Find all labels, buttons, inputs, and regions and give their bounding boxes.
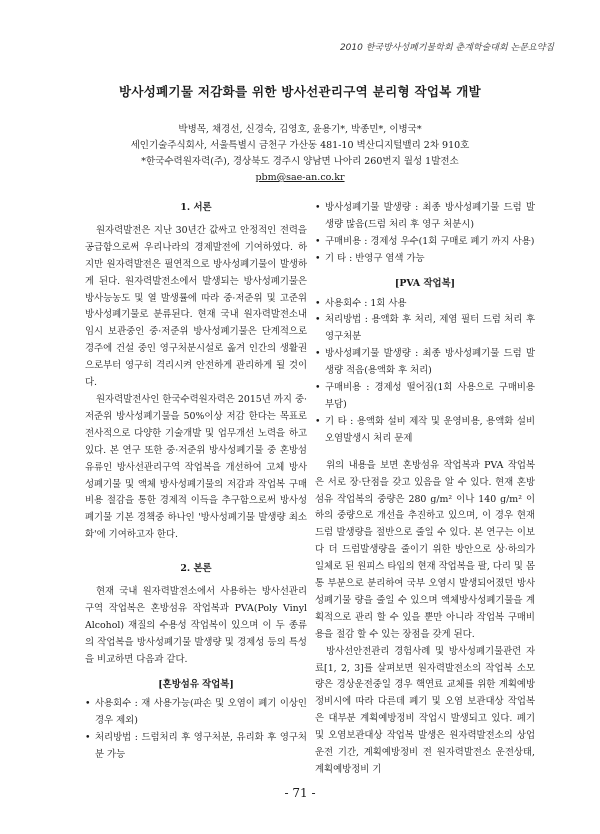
list-item: • 구매비용 : 경제성 우수(1회 구매로 폐기 까지 사용)	[315, 234, 535, 251]
list-item: • 구매비용 : 경제성 떨어짐(1회 사용으로 구매비용 부담)	[315, 380, 535, 414]
paragraph: 원자력발전사인 한국수력원자력은 2015년 까지 중·저준위 방사성폐기물을 50%이상 저감 한다는 목표로 전사적으로 다양한 기술개발 및 업무개선 노력을 하고 있다. 본 연구 또한 중·저준위 방사성폐기물 중 혼방섬유류인 방사선관리구역 작업복을 개선하여 고체 방사성폐기물 및 액체 방사성폐기물의 저감과 작업복 구매비용 절감을 통한 경제적 이득을 추구함으로써 방사성폐기물 기본 경책중 하나인 '방사성폐기물 발생량 최소화'에 기여하고자 한다.	[85, 393, 307, 541]
affiliation-1: 세인기술주식회사, 서울특별시 금천구 가산동 481-10 벽산디지털밸리 2차 910호	[130, 140, 470, 151]
author-names: 박병목, 채경선, 신경숙, 김영호, 윤용기*, 박종민*, 이병국*	[178, 124, 422, 135]
bullet-list	[315, 200, 535, 268]
list-item: • 사용회수 : 재 사용가능(파손 및 오염이 폐기 이상인 경우 제외)	[85, 696, 307, 730]
list-item: • 처리방법 : 용액화 후 처리, 제염 필터 드럼 처리 후 영구처분	[315, 312, 535, 346]
paragraph: 위의 내용을 보면 혼방섬유 작업복과 PVA 작업복은 서로 장·단점을 갖고 있음을 알 수 있다. 현재 혼방섬유 작업복의 중량은 280 g/m² 이나 140 g/m² 이하의 중량으로 개선을 추진하고 있으며, 이 경우 현재 드럼 발생량을 절반으로 줄일 수 있다. 본 연구는 이보다 더 드럼발생량을 줄이기 위한 방안으로 상·하의가 일체로 된 원피스 타입의 현재 작업복을 팔, 다리 및 몸통 부분으로 분리하여 국부 오염시 발생되어졌던 방사성폐기물 량을 줄일 수 있으며 액체방사성폐기물을 계획적으로 관리 할 수 있을 뿐만 아니라 작업복 구매비용을 절감 할 수 있는 장점을 갖게 된다.	[315, 459, 535, 640]
list-item: • 방사성폐기물 발생량 : 최종 방사성폐기물 드럼 발생량 많음(드럼 처리 후 영구 처분시)	[315, 200, 535, 234]
list-item: • 사용회수 : 1회 사용	[315, 296, 535, 313]
right-column	[315, 200, 535, 779]
bullet-list	[85, 696, 307, 764]
list-item: • 기 타 : 용액화 설비 제작 및 운영비용, 용액화 설비 오염발생시 처리 문제	[315, 414, 535, 448]
page-number: - 71 -	[284, 786, 316, 800]
subheading-blend-suit: [혼방섬유 작업복]	[158, 678, 234, 690]
section-heading-intro: 1. 서론	[180, 202, 212, 213]
subheading-pva-suit: [PVA 작업복]	[394, 277, 456, 289]
paragraph: 원자력발전은 지난 30년간 값싸고 안정적인 전력을 공급함으로써 우리나라의 경제발전에 기여하였다. 하지만 원자력발전은 필연적으로 방사성폐기물이 발생하게 된다. 원자력발전소에서 발생되는 방사성폐기물은 방사능농도 및 열 발생률에 따라 중·저준위 및 고준위 방사성폐기물로 분류된다. 현재 국내 원자력발전소내 임시 보관중인 중·저준위 방사성폐기물은 단계적으로 경주에 건설 중인 영구처분시설로 옮겨 인간의 생활권으로부터 영구히 격리시켜 안전하게 관리하게 될 것이다.	[85, 224, 307, 389]
left-column	[85, 200, 307, 764]
paragraph: 방사선안전관리 경험사례 및 방사성폐기물관련 자료[1, 2, 3]를 살펴보면 원자력발전소의 작업복 소모량은 경상운전중일 경우 핵연료 교체를 위한 계획예방정비시에 따라 다른데 폐기 및 오염 보관대상 작업복은 대부분 계획예방정비 작업시 발생되고 있다. 폐기 및 오염보관대상 작업복 발생은 원자력발전소의 상업운전 기간, 계획예방정비 전 원자력발전소 운전상태, 계획예방정비 기	[315, 645, 535, 775]
running-header: 2010 한국방사성폐기물학회 춘계학술대회 논문요약집	[339, 43, 554, 53]
list-item: • 처리방법 : 드럼처리 후 영구처분, 유리화 후 영구처분 가능	[85, 730, 307, 764]
paper-title: 방사성폐기물 저감화를 위한 방사선관리구역 분리형 작업복 개발	[118, 84, 482, 99]
list-item: • 방사성폐기물 발생량 : 최종 방사성폐기물 드럼 발생량 적음(용액화 후 처리)	[315, 346, 535, 380]
list-item: • 기 타 : 반영구 염색 가능	[315, 251, 535, 268]
section-heading-body: 2. 본론	[180, 563, 212, 575]
bullet-list	[315, 296, 535, 448]
affiliation-2: *한국수력원자력(주), 경상북도 경주시 양남면 나아리 260번지 월성 1발전소	[141, 156, 459, 167]
author-block	[0, 122, 600, 186]
email-link[interactable]: pbm@sae-an.co.kr	[255, 172, 345, 183]
paragraph: 현재 국내 원자력발전소에서 사용하는 방사선관리구역 작업복은 혼방섬유 작업복과 PVA(Poly Vinyl Alcohol) 재질의 수용성 작업복이 있으며 이 두 종류의 작업복을 방사성폐기물 발생량 및 경제성 등의 특성을 비교하면 다음과 같다.	[85, 586, 307, 665]
